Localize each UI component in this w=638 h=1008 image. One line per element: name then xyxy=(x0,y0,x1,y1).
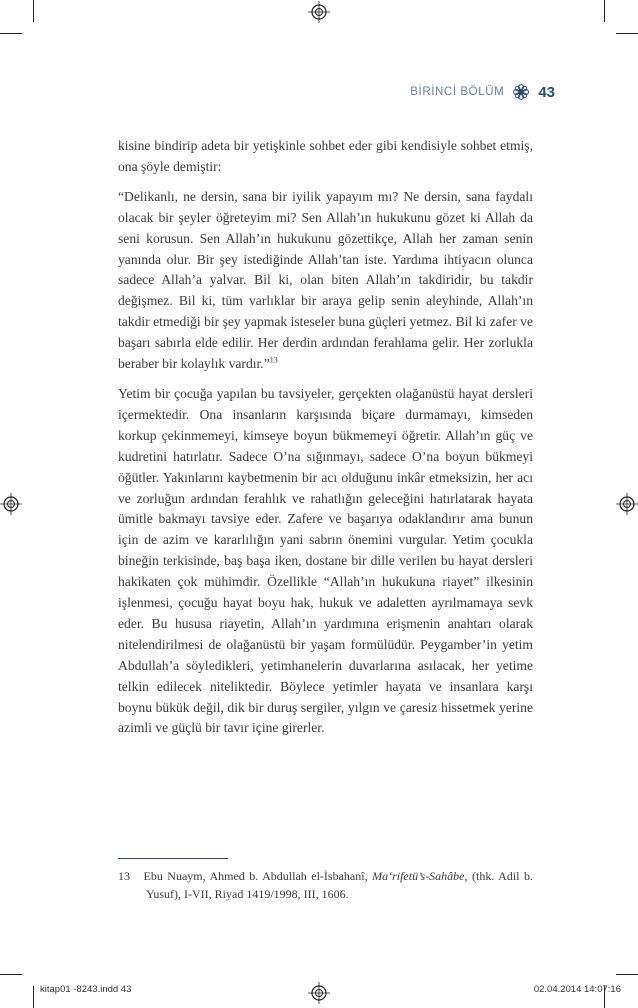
crop-mark-top-left-vertical xyxy=(33,0,34,22)
footnote-number: 13 xyxy=(118,869,130,883)
crop-mark-top-right-vertical xyxy=(604,0,605,22)
quote-paragraph xyxy=(118,187,533,375)
slug-filename: kitap01 -8243.indd 43 xyxy=(40,984,132,995)
body-text xyxy=(118,136,533,748)
chapter-title: BİRİNCİ BÖLÜM xyxy=(410,86,505,98)
footnote xyxy=(118,867,533,903)
registration-mark-icon xyxy=(616,493,638,515)
paragraph: Yetim bir çocuğa yapılan bu tavsiyeler, gerçekten olağanüstü hayat dersleri içermektedir. Ona insanların karşısında biçare durmamayı, kimseden korkup çekinmemeyi, kimseye boyun bükmemeyi öğretir. Allah’ın güç ve kudretini hatırlatır. Sadece O’na sığınmayı, sadece O’na boyun bükmeyi öğütler. Yakınlarını kaybetmenin bir acı olduğunu inkâr etmeksizin, her acı ve zorluğun ardından ferahlık ve rahatlığın geleceğini hatırlatarak hayata ümitle bakmayı tavsiye eder. Zafere ve başarıya odaklandırır ama bunun için de azim ve kararlılığın yani sabrın önemini vurgular. Yetim çocukla bineğin terkisinde, baş başa iken, dostane bir dille verilen bu hayat dersleri hakikaten çok mühimdir. Özellikle “Allah’ın hukukuna riayet” ilkesinin işlenmesi, çocuğu hayat boyu hak, hukuk ve adaletten ayrılmamaya sevk eder. Bu hususa riayetin, Allah’ın yardımına erişmenin anahtarı olarak nitelendirilmesi de olağanüstü bir yaşam formülüdür. Peygamber’in yetim Abdullah’a söyledikleri, yetimhanelerin duvarlarına asılacak, her yetime telkin edilecek niteliktedir. Böylece yetimler hayata ve insanlara karşı boynu bükük değil, dik bir duruş sergiler, yılgın ve çaresiz hissetmek yerine azimli ve güçlü bir tavır içine girerler. xyxy=(118,385,533,736)
registration-mark-icon xyxy=(308,982,330,1004)
footnote-text-before: Ebu Nuaym, Ahmed b. Abdullah el-İsbahanî, xyxy=(143,869,373,883)
running-header xyxy=(410,82,555,102)
footnote-title: Ma‘rifetü’s-Sahâbe xyxy=(372,869,465,883)
registration-mark-icon xyxy=(0,493,22,515)
footnote-text-after: , (thk. Adil b. Yusuf), I-VII, Riyad 1419/1998, III, 1606. xyxy=(146,869,533,901)
slug-timestamp: 02.04.2014 14:07:16 xyxy=(533,984,621,995)
paragraph: kisine bindirip adeta bir yetişkinle sohbet eder gibi kendisiyle sohbet etmiş, ona şöyle demiştir: xyxy=(118,138,533,174)
crop-mark-bottom-left-horizontal xyxy=(0,974,22,975)
footnote-divider xyxy=(118,858,228,859)
page-number: 43 xyxy=(538,83,555,101)
rosette-ornament-icon xyxy=(512,83,530,101)
registration-mark-icon xyxy=(308,1,330,23)
footnote-reference[interactable]: 13 xyxy=(269,355,278,365)
crop-mark-top-right-horizontal xyxy=(616,33,638,34)
crop-mark-top-left-horizontal xyxy=(0,33,22,34)
quote-text: “Delikanlı, ne dersin, sana bir iyilik yapayım mı? Ne dersin, sana faydalı olacak bir şeyler öğreteyim mi? Sen Allah’ın hukukunu gözet ki Allah da seni korusun. Sen Allah’ın hukukunu gözettikçe, Allah her zaman senin yanında olur. Bir şey istediğinde Allah’tan iste. Yardıma ihtiyacın olunca sadece Allah’a yalvar. Bil ki, olan biten Allah’ın takdiridir, bu takdir değişmez. Bil ki, tüm varlıklar bir araya gelip senin aleyhinde, Allah’ın takdir etmediği bir şey yapmak isteseler buna güçleri yetmez. Bil ki zafer ve başarı sabırla elde edilir. Her derdin ardından ferahlama gelir. Her zorlukla beraber bir kolaylık vardır.” xyxy=(118,188,533,372)
crop-mark-bottom-left-vertical xyxy=(33,986,34,1008)
crop-mark-bottom-right-horizontal xyxy=(616,974,638,975)
